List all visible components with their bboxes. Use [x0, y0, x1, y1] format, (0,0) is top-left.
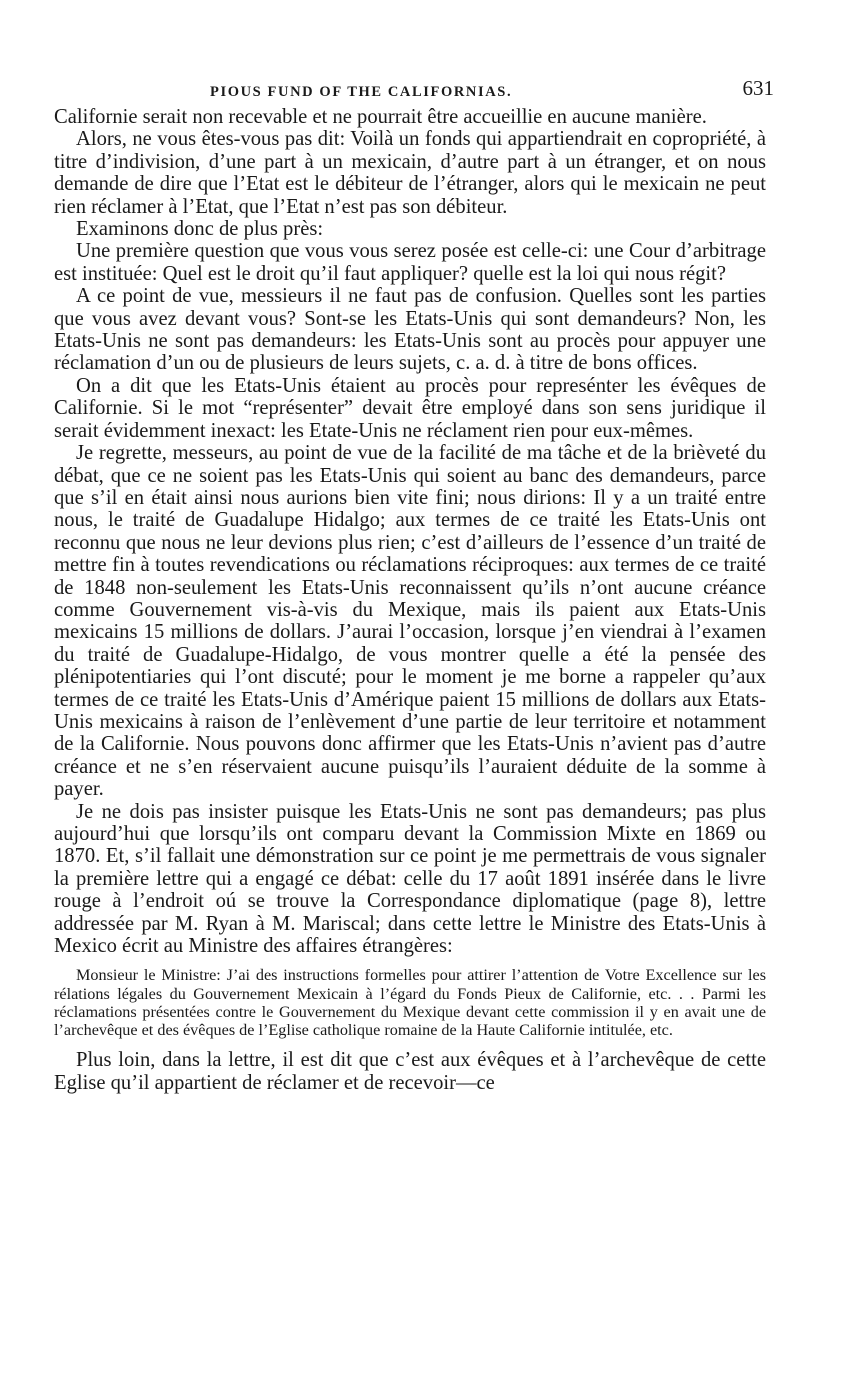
page-number: 631 [742, 76, 774, 100]
block-quote: Monsieur le Ministre: J’ai des instructions formelles pour attirer l’attention de Votre Excellence sur les rélations légales du Gouvernement Mexicain à l’égard du Fonds Pieux de Californie, etc. . . Parmi les réclamations présentées contre le Gouvernement du Mexique devant cette commission il y en avait une de l’archevêque et des évêques de l’Eglise catholique romaine de la Haute Californie intitulée, etc. [54, 966, 766, 1040]
paragraph: Je ne dois pas insister puisque les Etats-Unis ne sont pas demandeurs; pas plus aujourd’hui que lorsqu’ils ont comparu devant la Commission Mixte en 1869 ou 1870. Et, s’il fallait une démonstration sur ce point je me permettrais de vous signaler la première lettre qui a engagé ce débat: celle du 17 août 1891 insérée dans le livre rouge à l’endroit oú se trouve la Correspondance diplomatique (page 8), lettre addressée par M. Ryan à M. Mariscal; dans cette lettre le Ministre des Etats-Unis à Mexico écrit au Ministre des affaires étrangères: [54, 800, 766, 958]
paragraph: Examinons donc de plus près: [76, 218, 324, 241]
paragraph: Alors, ne vous êtes-vous pas dit: Voilà un fonds qui appartiendrait en copropriété, à titre d’indivision, d’une part à un mexicain, d’autre part à un étranger, et on nous demande de dire que l’Etat est le débiteur de l’étranger, alors qui le mexicain ne peut rien réclamer à l’Etat, que l’Etat n’est pas son débiteur. [54, 128, 766, 218]
document-page [54, 72, 774, 1094]
paragraph: Une première question que vous vous serez posée est celle-ci: une Cour d’arbitrage est instituée: Quel est le droit qu’il faut appliquer? quelle est la loi qui nous régit? [54, 240, 766, 285]
closing-paragraph: Plus loin, dans la lettre, il est dit que c’est aux évêques et à l’archevêque de cette Eglise qu’il appartient de réclamer et de recevoir—ce [54, 1049, 766, 1094]
paragraph: On a dit que les Etats-Unis étaient au procès pour represénter les évêques de Californie. Si le mot “représenter” devait être employé dans son sens juridique il serait évidemment inexact: les Etate-Unis ne réclament rien pour eux-mêmes. [54, 374, 766, 442]
paragraph: Je regrette, messeurs, au point de vue de la facilité de ma tâche et de la brièveté du débat, que ce ne soient pas les Etats-Unis qui soient au banc des demandeurs, parce que s’il en était ainsi nous aurions bien vite fini; nous dirions: Il y a un traité entre nous, le traité de Guadalupe Hidalgo; aux termes de ce traité les Etats-Unis ont reconnu que nous ne leur devions plus rien; c’est d’ailleurs de l’essence d’un traité de mettre fin à toutes revendications ou réclamations réciproques: aux termes de ce traité de 1848 non-seulement les Etats-Unis reconnaissent qu’ils n’ont aucune créance comme Gouvernement vis-à-vis du Mexique, mais ils paient aux Etats-Unis mexicains 15 millions de dollars. J’aurai l’occasion, lorsque j’en viendrai à l’examen du traité de Guadalupe-Hidalgo, de vous montrer quelle a été la pensée des plénipotentiaries qui l’ont discuté; pour le moment je me borne a rappeler qu’aux termes de ce traité les Etats-Unis d’Amérique paient 15 millions de dollars aux Etats-Unis mexicains à raison de l’enlèvement d’une partie de leur territoire et notamment de la Californie. Nous pouvons donc affirmer que les Etats-Unis n’avient pas d’autre créance et ne s’en réservaient aucune puisqu’ils l’auraient déduite de la somme à payer. [54, 442, 766, 801]
paragraph: A ce point de vue, messieurs il ne faut pas de confusion. Quelles sont les parties que vous avez devant vous? Sont-se les Etats-Unis qui sont demandeurs? Non, les Etats-Unis ne sont pas demandeurs: les Etats-Unis sont au procès pour appuyer une réclamation d’un ou de plusieurs de leurs sujets, c. a. d. à titre de bons offices. [54, 285, 766, 375]
running-title: PIOUS FUND OF THE CALIFORNIAS. [210, 84, 513, 100]
page-header [54, 72, 774, 106]
paragraph: Californie serait non recevable et ne pourrait être accueillie en aucune manière. [54, 106, 707, 128]
body-text [54, 106, 766, 1094]
